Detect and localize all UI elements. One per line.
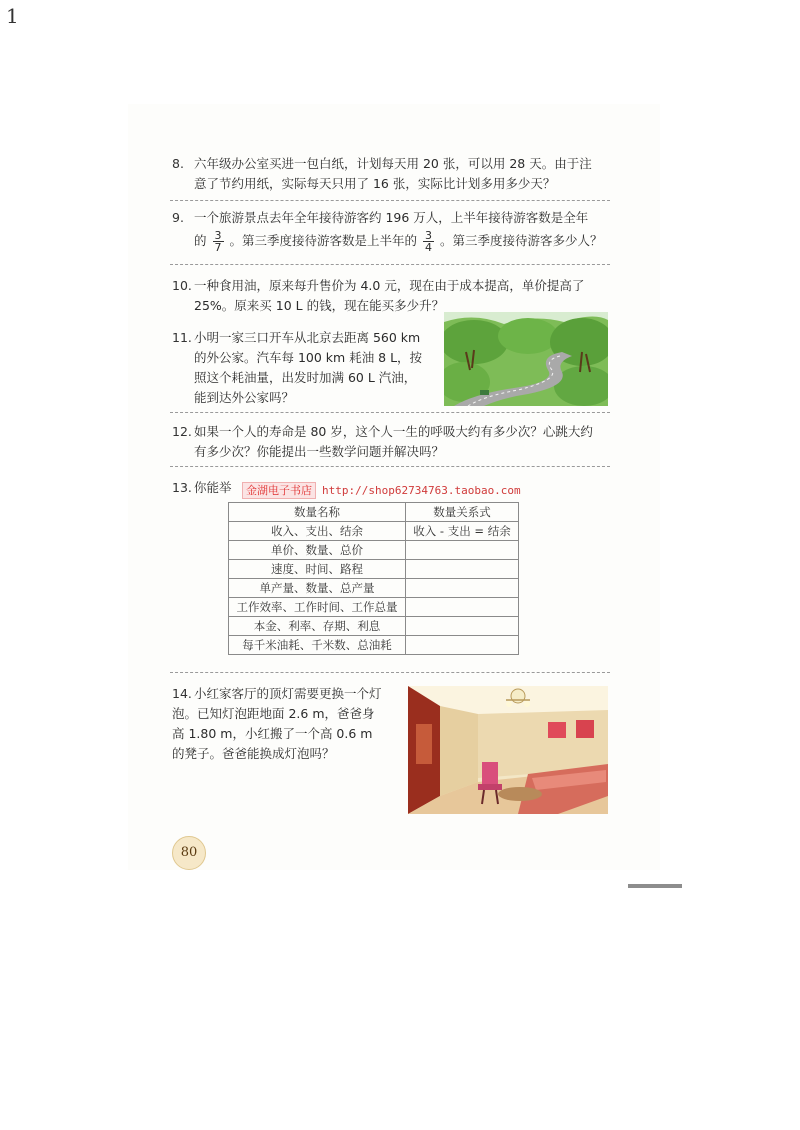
table-row [229, 541, 519, 560]
question-12 [172, 422, 593, 462]
question-number: 11. [172, 330, 192, 345]
table-cell: 工作效率、工作时间、工作总量 [229, 598, 406, 617]
question-8 [172, 154, 592, 194]
divider [170, 672, 610, 673]
table-row [229, 636, 519, 655]
watermark-shop: 金湖电子书店 [242, 482, 316, 499]
numerator: 3 [424, 229, 432, 242]
question-text: 。第三季度接待游客多少人？ [439, 233, 603, 248]
denominator: 4 [424, 241, 432, 254]
table-cell [406, 541, 519, 560]
living-room-illustration [408, 686, 608, 814]
question-14 [172, 684, 382, 764]
question-text: 的外公家。汽车每 100 km 耗油 8 L，按 [194, 350, 423, 365]
watermark [242, 482, 521, 498]
road-landscape-illustration [444, 312, 608, 406]
question-text: 意了节约用纸，实际每天只用了 16 张，实际比计划多用多少天？ [194, 176, 556, 191]
question-text: 的 [194, 233, 207, 248]
numerator: 3 [214, 229, 222, 242]
fraction [423, 230, 434, 253]
fraction [213, 230, 224, 253]
question-text: 25%。原来买 10 L 的钱，现在能买多少升？ [194, 298, 445, 313]
table-row [229, 579, 519, 598]
table-row [229, 598, 519, 617]
question-9 [172, 208, 602, 254]
table-row [229, 617, 519, 636]
question-number: 10. [172, 278, 192, 293]
question-13 [172, 478, 232, 498]
watermark-url: http://shop62734763.taobao.com [322, 484, 521, 497]
question-number: 12. [172, 424, 192, 439]
question-text: 六年级办公室买进一包白纸，计划每天用 20 张，可以用 28 天。由于注 [194, 156, 592, 171]
table-cell [406, 579, 519, 598]
corner-number: 1 [6, 4, 19, 28]
table-cell: 收入 - 支出 = 结余 [406, 522, 519, 541]
question-number: 8. [172, 156, 184, 171]
table-cell [406, 598, 519, 617]
table-row [229, 522, 519, 541]
table-header: 数量关系式 [406, 503, 519, 522]
table-cell [406, 636, 519, 655]
question-text: 小红家客厅的顶灯需要更换一个灯 [194, 686, 382, 701]
divider [170, 412, 610, 413]
divider [170, 264, 610, 265]
question-number: 9. [172, 210, 184, 225]
table-cell: 单产量、数量、总产量 [229, 579, 406, 598]
question-text: 的凳子。爸爸能换成灯泡吗？ [172, 746, 335, 761]
denominator: 7 [214, 241, 222, 254]
table-cell: 本金、利率、存期、利息 [229, 617, 406, 636]
question-text: 一种食用油，原来每升售价为 4.0 元，现在由于成本提高，单价提高了 [194, 278, 585, 293]
question-number: 14. [172, 686, 192, 701]
table-row [229, 560, 519, 579]
question-text: 照这个耗油量，出发时加满 60 L 汽油， [194, 370, 417, 385]
table-cell: 速度、时间、路程 [229, 560, 406, 579]
table-header-row [229, 503, 519, 522]
table-cell: 收入、支出、结余 [229, 522, 406, 541]
question-text: 小明一家三口开车从北京去距离 560 km [194, 330, 421, 345]
table-cell: 单价、数量、总价 [229, 541, 406, 560]
question-text: 高 1.80 m，小红搬了一个高 0.6 m [172, 726, 373, 741]
table-cell [406, 617, 519, 636]
question-text: 泡。已知灯泡距地面 2.6 m，爸爸身 [172, 706, 375, 721]
scrollbar-mark [628, 884, 682, 888]
table-header: 数量名称 [229, 503, 406, 522]
question-text: 能到达外公家吗？ [194, 390, 295, 405]
question-text: 一个旅游景点去年全年接待游客约 196 万人，上半年接待游客数是全年 [194, 210, 589, 225]
question-10 [172, 276, 584, 316]
page-number: 80 [172, 836, 206, 870]
question-text: 你能举 [194, 480, 232, 495]
question-text: 如果一个人的寿命是 80 岁，这个人一生的呼吸大约有多少次？心跳大约 [194, 424, 593, 439]
question-number: 13. [172, 480, 192, 495]
divider [170, 200, 610, 201]
question-11 [172, 328, 422, 408]
divider [170, 466, 610, 467]
question-text: 有多少次？你能提出一些数学问题并解决吗？ [194, 444, 445, 459]
question-text: 。第三季度接待游客数是上半年的 [229, 233, 417, 248]
table-cell [406, 560, 519, 579]
table-cell: 每千米油耗、千米数、总油耗 [229, 636, 406, 655]
quantity-relation-table [228, 502, 519, 655]
